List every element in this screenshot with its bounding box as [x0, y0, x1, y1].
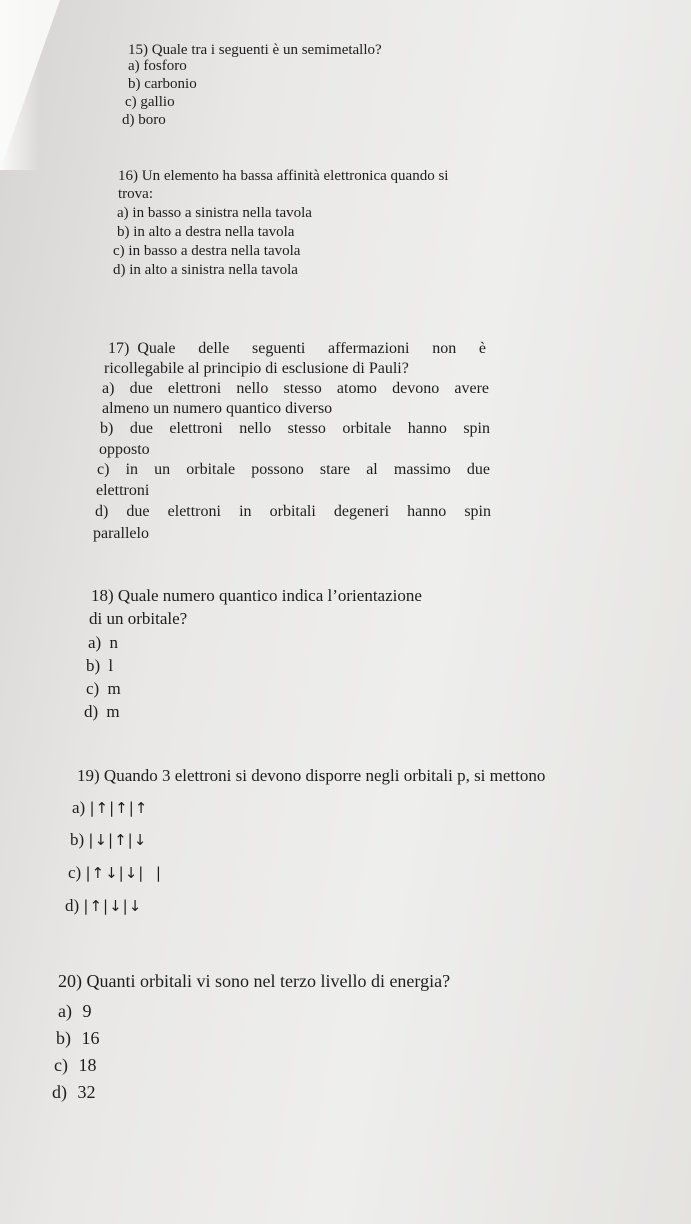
- question-18-stem: [91, 586, 422, 606]
- option-b: b) carbonio: [128, 76, 197, 92]
- question-text: Un elemento ha bassa affinità elettronica quando si: [141, 168, 449, 184]
- orbital-diagram: |↑|↓|↓: [83, 897, 143, 915]
- option-label: c): [68, 863, 82, 882]
- option-a: a) n: [88, 633, 118, 652]
- question-number: 19): [77, 766, 100, 785]
- option-b: [70, 830, 147, 850]
- option-a: [72, 798, 148, 818]
- option-b: b) in alto a destra nella tavola: [117, 224, 295, 240]
- question-text-continued: di un orbitale?: [89, 609, 188, 628]
- option-c: c) in un orbitale possono stare al massimo due: [97, 461, 490, 478]
- option-c: c) gallio: [125, 94, 175, 110]
- option-d: d) 32: [52, 1082, 96, 1102]
- option-label: b): [70, 830, 85, 849]
- question-text: Quale numero quantico indica l’orientazione: [117, 586, 422, 605]
- question-20-stem: [58, 971, 450, 992]
- question-text: Quanti orbitali vi sono nel terzo livello di energia?: [86, 971, 451, 991]
- option-b: b) 16: [56, 1028, 100, 1048]
- option-b-continued: opposto: [99, 441, 150, 458]
- question-number: 17): [108, 340, 130, 357]
- option-a: a) in basso a sinistra nella tavola: [117, 205, 312, 221]
- question-number: 16): [118, 168, 138, 184]
- question-text-continued: trova:: [118, 186, 153, 202]
- question-text: Quale tra i seguenti è un semimetallo?: [151, 42, 382, 58]
- orbital-diagram: |↑|↑|↑: [89, 799, 149, 817]
- option-label: a): [72, 798, 86, 817]
- option-a: a) fosforo: [128, 58, 187, 74]
- option-a: a) due elettroni nello stesso atomo devono avere: [102, 380, 489, 397]
- option-a: a) 9: [58, 1001, 92, 1021]
- option-c: c) 18: [54, 1055, 97, 1075]
- question-number: 15): [128, 42, 148, 58]
- option-a-continued: almeno un numero quantico diverso: [102, 400, 333, 417]
- option-c-continued: elettroni: [96, 482, 150, 499]
- option-c: c) m: [86, 679, 121, 698]
- question-text: Quando 3 elettroni si devono disporre negli orbitali p, si mettono: [103, 766, 546, 785]
- question-number: 20): [58, 971, 82, 991]
- orbital-diagram: |↓|↑|↓: [88, 831, 148, 849]
- page-corner-highlight: [0, 0, 40, 170]
- option-c: c) in basso a destra nella tavola: [113, 243, 301, 259]
- question-15-stem: [128, 42, 382, 59]
- question-text-continued: ricollegabile al principio di esclusione di Pauli?: [104, 360, 409, 377]
- question-number: 18): [91, 586, 114, 605]
- option-d: [65, 896, 142, 916]
- orbital-diagram: |↑↓|↓| |: [85, 864, 162, 882]
- option-d: d) in alto a sinistra nella tavola: [113, 262, 298, 278]
- option-d: d) m: [84, 702, 120, 721]
- option-d-continued: parallelo: [93, 525, 149, 542]
- question-16-stem: [118, 168, 448, 185]
- question-19-stem: [77, 766, 545, 786]
- option-b: b) l: [86, 656, 114, 675]
- option-b: b) due elettroni nello stesso orbitale hanno spin: [100, 420, 490, 437]
- question-text: Quale delle seguenti affermazioni non è: [137, 340, 486, 357]
- option-label: d): [65, 896, 80, 915]
- option-d: d) due elettroni in orbitali degeneri hanno spin: [95, 503, 491, 520]
- option-c: [68, 863, 162, 883]
- question-17-stem: [108, 340, 486, 358]
- option-d: d) boro: [122, 112, 166, 128]
